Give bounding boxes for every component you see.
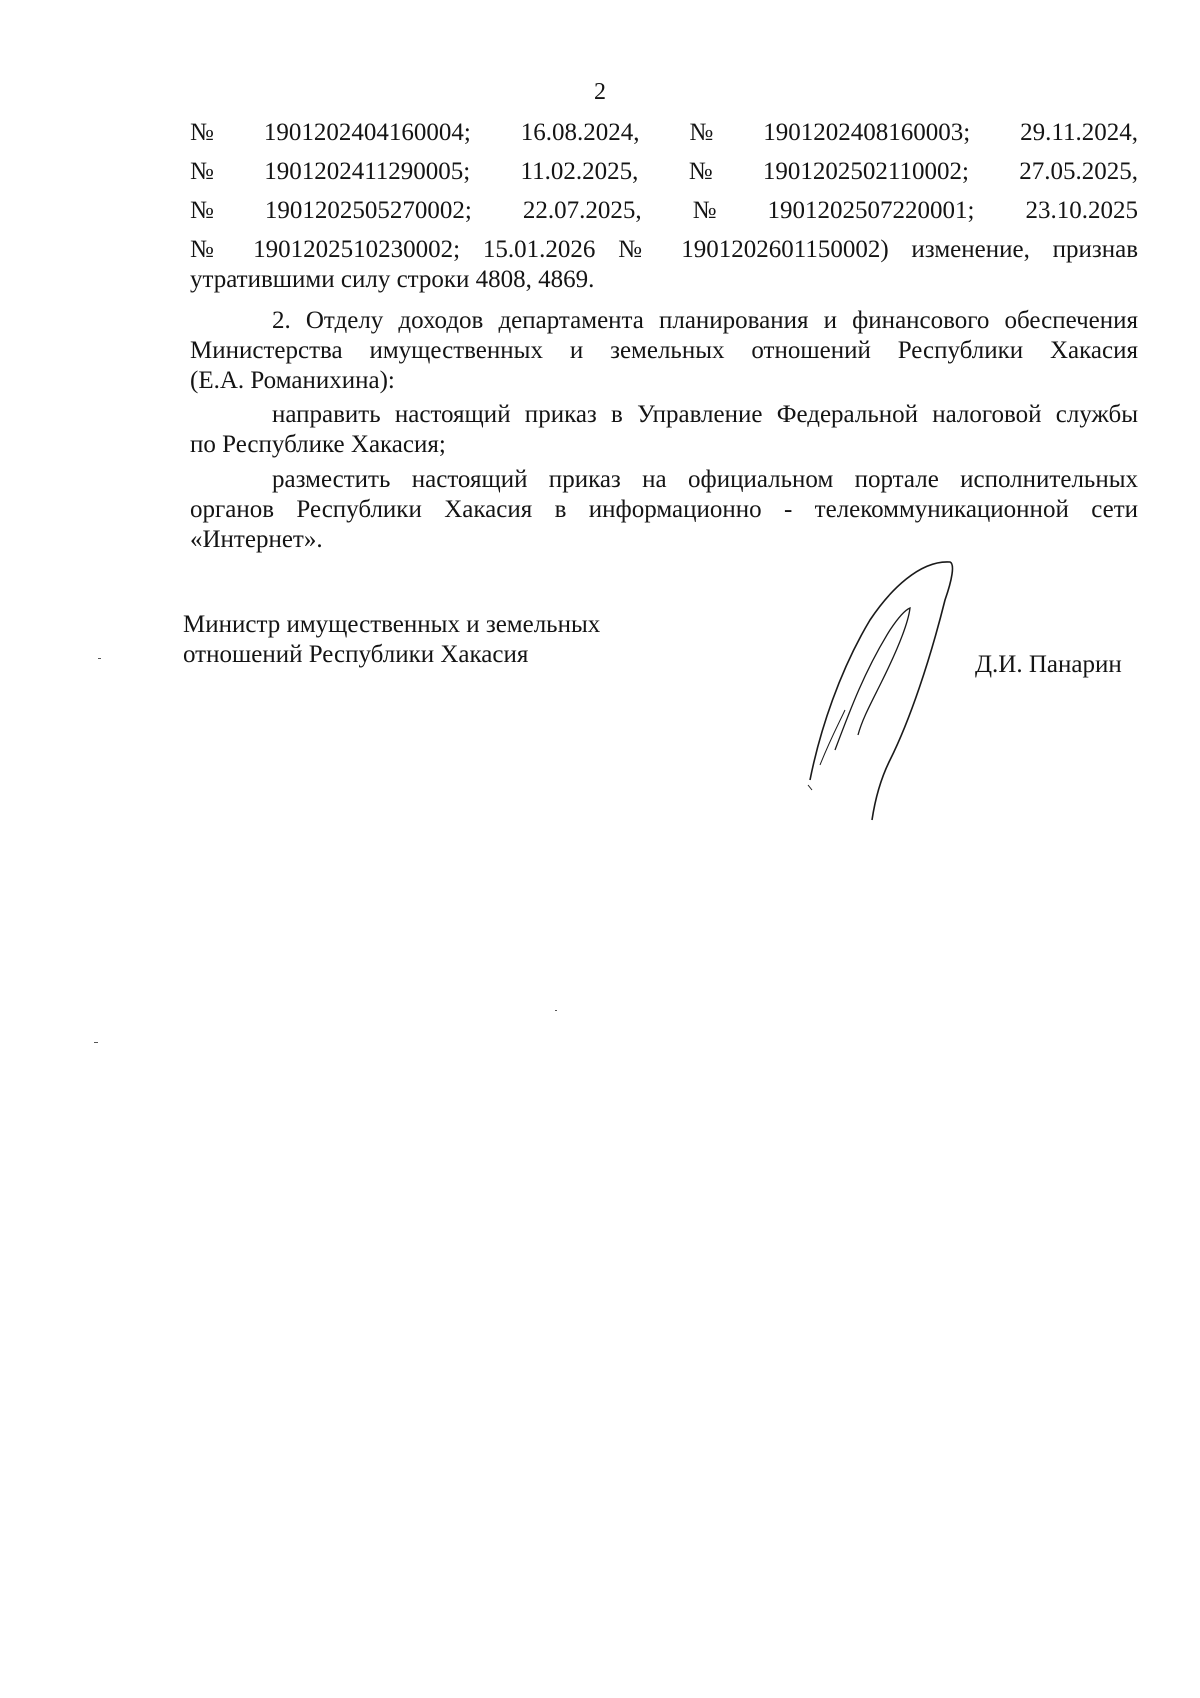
paragraph-line: (Е.А. Романихина): xyxy=(190,367,395,394)
registry-date: 23.10.2025 xyxy=(1025,197,1138,224)
number-sign: № xyxy=(689,119,714,146)
signatory-name: Д.И. Панарин xyxy=(975,651,1122,678)
handwritten-signature xyxy=(780,550,980,840)
registry-number: 1901202404160004; xyxy=(263,119,471,146)
scan-speck xyxy=(94,1042,98,1043)
registry-line xyxy=(190,157,1138,187)
signatory-title xyxy=(183,610,600,670)
scan-speck xyxy=(98,658,101,659)
paragraph-line: № 1901202510230002; 15.01.2026 № 1901202601150002) изменение, признав xyxy=(190,236,1138,263)
registry-number: 1901202507220001; xyxy=(767,197,975,224)
registry-line xyxy=(190,118,1138,148)
scan-speck xyxy=(555,1010,557,1011)
registry-number: 1901202505270002; xyxy=(264,197,472,224)
registry-date: 27.05.2025, xyxy=(1019,158,1138,185)
signatory-title-line: Министр имущественных и земельных xyxy=(183,611,601,638)
registry-number: 1901202408160003; xyxy=(763,119,971,146)
number-sign: № xyxy=(692,197,717,224)
list-item-line: направить настоящий приказ в Управление Федеральной налоговой службы xyxy=(272,401,1138,428)
registry-line xyxy=(190,196,1138,226)
page-number: 2 xyxy=(594,79,606,105)
paragraph-line: утратившими силу строки 4808, 4869. xyxy=(190,266,595,293)
number-sign: № xyxy=(190,158,214,185)
number-sign: № xyxy=(190,197,214,224)
registry-number: 1901202502110002; xyxy=(762,158,969,185)
registry-date: 11.02.2025, xyxy=(520,158,639,185)
registry-date: 29.11.2024, xyxy=(1020,119,1138,146)
list-item-line: «Интернет». xyxy=(190,526,323,553)
list-item-line: по Республике Хакасия; xyxy=(190,431,446,458)
number-sign: № xyxy=(190,119,214,146)
paragraph-line: 2. Отделу доходов департамента планирования и финансового обеспечения xyxy=(272,307,1138,334)
signatory-title-line: отношений Республики Хакасия xyxy=(183,641,529,668)
registry-date: 16.08.2024, xyxy=(520,119,640,146)
list-item-line: органов Республики Хакасия в информационно - телекоммуникационной сети xyxy=(190,496,1138,523)
list-item-line: разместить настоящий приказ на официальном портале исполнительных xyxy=(272,466,1138,493)
registry-date: 22.07.2025, xyxy=(522,197,642,224)
registry-number: 1901202411290005; xyxy=(264,158,471,185)
paragraph-line: Министерства имущественных и земельных отношений Республики Хакасия xyxy=(190,337,1138,364)
number-sign: № xyxy=(688,158,713,185)
